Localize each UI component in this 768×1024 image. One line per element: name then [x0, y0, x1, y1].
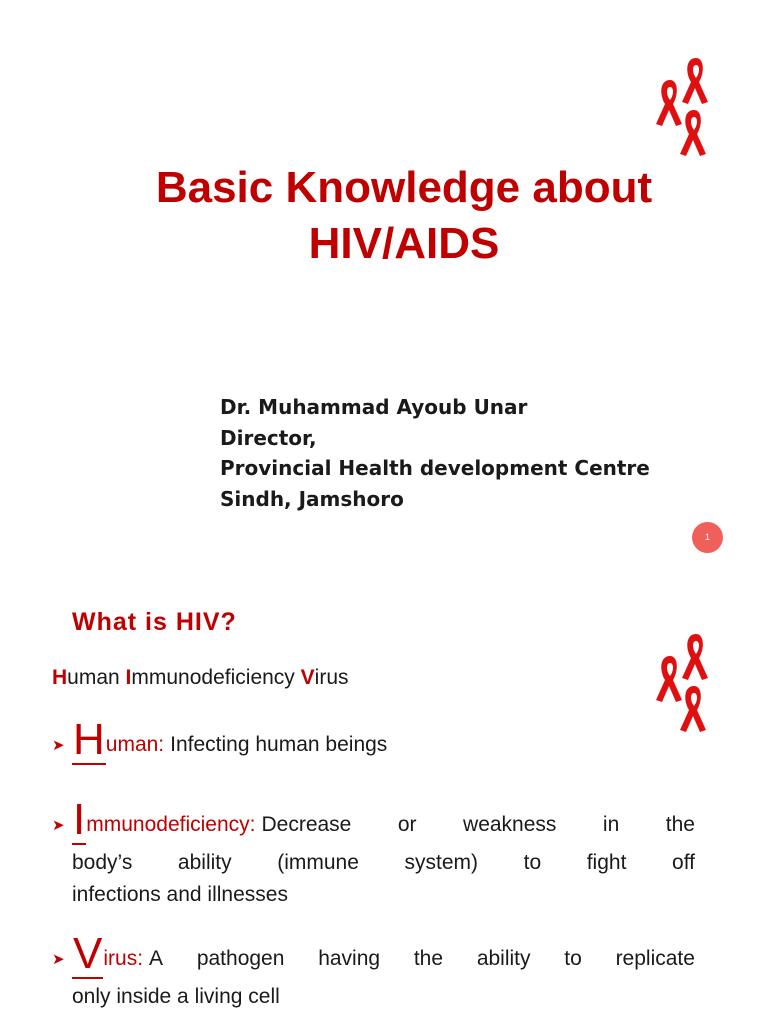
- word: ability: [476, 947, 531, 970]
- definition-term: mmunodeficiency:: [86, 813, 256, 836]
- acronym-letter-h: H: [52, 666, 68, 689]
- red-awareness-ribbon-icon: [656, 656, 682, 702]
- red-awareness-ribbon-icon: [656, 80, 682, 126]
- definition-text-line-3: infections and illnesses: [72, 883, 288, 906]
- red-awareness-ribbon-icon: [680, 110, 706, 156]
- definition-term: uman:: [105, 733, 165, 756]
- acronym-rest-v: irus: [314, 666, 349, 689]
- acronym-letter-v: V: [300, 666, 315, 689]
- acronym-letter-i: I: [125, 666, 132, 689]
- definition-term: irus:: [103, 947, 144, 970]
- acronym-rest-i: mmunodeficiency: [131, 666, 301, 689]
- definition-text-line-2: body’s ability (immune system) to fight off: [72, 851, 695, 874]
- word: the: [413, 947, 444, 970]
- slide-title: [60, 160, 748, 272]
- definition-text-line-2: only inside a living cell: [72, 985, 280, 1008]
- definition-human: [52, 715, 695, 767]
- acronym-rest-h: uman: [67, 666, 126, 689]
- slide-heading: What is HIV?: [72, 608, 237, 636]
- page-number-badge[interactable]: 1: [692, 522, 723, 553]
- author-name: Dr. Muhammad Ayoub Unar: [220, 395, 528, 419]
- word: weakness: [463, 813, 557, 836]
- arrow-bullet-icon: ➤: [52, 951, 65, 968]
- word: the: [665, 813, 695, 836]
- red-awareness-ribbon-icon: [682, 58, 708, 104]
- definition-text-line-1: [261, 809, 695, 841]
- title-line-2: HIV/AIDS: [308, 219, 500, 268]
- definition-initial: H: [73, 715, 105, 764]
- definition-initial: I: [73, 795, 86, 844]
- title-line-1: Basic Knowledge about: [155, 163, 653, 212]
- word: to: [564, 947, 582, 970]
- acronym-expansion: [52, 666, 349, 690]
- word: A: [149, 947, 164, 970]
- red-awareness-ribbon-icon: [682, 634, 708, 680]
- word: in: [602, 813, 620, 836]
- author-block: [220, 392, 650, 514]
- word: having: [318, 947, 381, 970]
- definition-initial: V: [73, 929, 103, 978]
- author-organization: Provincial Health development Centre: [220, 456, 650, 480]
- arrow-bullet-icon: ➤: [52, 737, 65, 754]
- definition-virus: [52, 929, 695, 1013]
- arrow-bullet-icon: ➤: [52, 817, 65, 834]
- ribbon-group-icon: [650, 52, 716, 160]
- word: or: [397, 813, 417, 836]
- word: replicate: [615, 947, 695, 970]
- author-position: Director,: [220, 425, 317, 450]
- what-is-hiv-slide: [0, 570, 768, 1024]
- definition-text-line-1: [149, 943, 695, 975]
- word: Decrease: [261, 813, 352, 836]
- definition-text: Infecting human beings: [170, 733, 388, 756]
- word: pathogen: [196, 947, 285, 970]
- author-location: Sindh, Jamshoro: [220, 486, 404, 511]
- definition-immunodeficiency: [52, 795, 695, 911]
